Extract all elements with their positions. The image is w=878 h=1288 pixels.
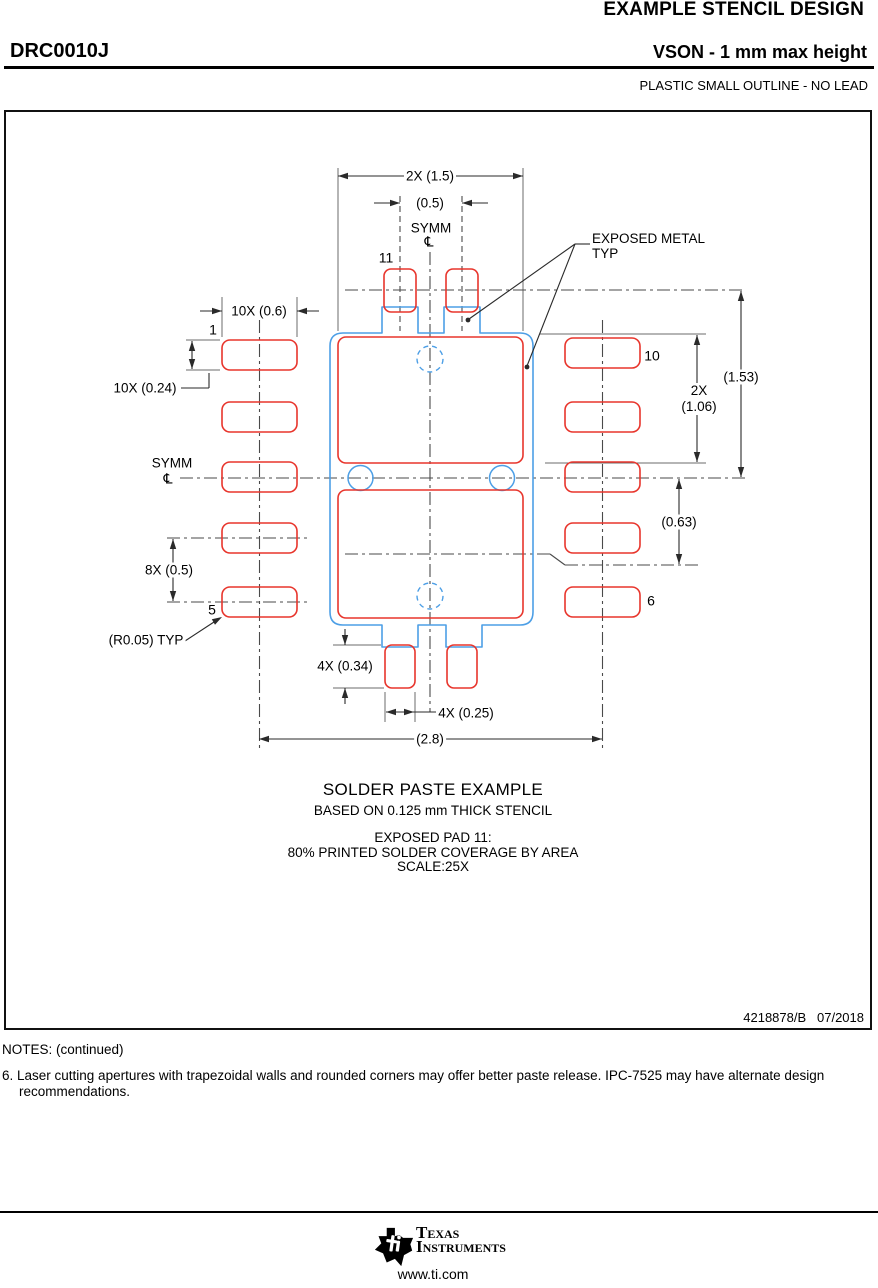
- notes-heading: NOTES: (continued): [2, 1042, 124, 1057]
- bottom-pad-apertures: [385, 645, 477, 688]
- dim-side-pad-width: 10X (0.6): [231, 303, 287, 319]
- caption-coverage: 80% PRINTED SOLDER COVERAGE BY AREA: [287, 844, 579, 860]
- symm-label-left: SYMM: [151, 455, 193, 471]
- center-lines: [167, 249, 746, 750]
- dim-063: (0.63): [661, 514, 697, 530]
- dim-2x: 2X: [690, 383, 708, 398]
- dim-side-pitch: 8X (0.5): [144, 562, 194, 578]
- top-pad-centerlines: [400, 196, 462, 331]
- note-6: 6. Laser cutting apertures with trapezoidal walls and rounded corners may offer better paste release. IPC-7525 may have alternate design recommendations.: [2, 1068, 825, 1099]
- pin-11-label: 11: [378, 249, 394, 266]
- dim-side-pad-height: 10X (0.24): [113, 380, 177, 396]
- part-number: DRC0010J: [10, 40, 109, 62]
- exposed-metal-leaders: [469, 244, 590, 366]
- dim-106: (1.06): [681, 399, 717, 414]
- caption-subtitle: BASED ON 0.125 mm THICK STENCIL: [313, 803, 553, 818]
- footer-rule: [0, 1211, 878, 1213]
- caption-exposed-pad: EXPOSED PAD 11:: [374, 830, 492, 845]
- ti-logo-instruments: Instruments: [416, 1237, 506, 1256]
- centerline-symbol-left: ℄: [163, 471, 173, 488]
- caption-scale: SCALE:25X: [396, 859, 470, 874]
- ti-website: www.ti.com: [397, 1266, 469, 1282]
- drawing-caption: [288, 780, 579, 875]
- centerline-jog: [550, 554, 565, 565]
- exposed-metal-callout: [592, 231, 705, 261]
- pin-5-label: 5: [208, 601, 216, 618]
- page-title: EXAMPLE STENCIL DESIGN: [603, 0, 864, 20]
- centerline-symbol-top: ℄: [424, 234, 434, 251]
- ti-logo-texas: Texas: [416, 1223, 460, 1242]
- caption-title: SOLDER PASTE EXAMPLE: [322, 780, 544, 799]
- symm-label-top: SYMM: [410, 220, 452, 236]
- dim-total-width: (2.8): [416, 731, 444, 747]
- leader-dots: [466, 318, 530, 370]
- exposed-metal-line2: TYP: [592, 246, 619, 261]
- ti-logo-text: [416, 1223, 506, 1256]
- document-number: 4218878/B 07/2018: [743, 1010, 864, 1025]
- pin-6-label: 6: [647, 592, 655, 609]
- dim-bottom-pad-width: 4X (0.25): [438, 705, 494, 721]
- dim-bottom-pad-height: 4X (0.34): [317, 658, 373, 674]
- exposed-metal-line1: EXPOSED METAL: [592, 231, 706, 246]
- texas-state-icon: [374, 1226, 414, 1268]
- package-type: VSON - 1 mm max height: [652, 42, 867, 62]
- dim-153: (1.53): [723, 369, 759, 385]
- package-description: PLASTIC SMALL OUTLINE - NO LEAD: [639, 78, 868, 93]
- dim-top-width: 2X (1.5): [405, 168, 455, 184]
- dim-pad-height-callout: [679, 383, 718, 415]
- package-outline: [330, 307, 533, 647]
- radius-typ-label: (R0.05) TYP: [108, 632, 184, 648]
- pin-10-label: 10: [644, 347, 660, 364]
- pin-1-label: 1: [209, 321, 217, 338]
- dim-top-pitch: (0.5): [416, 195, 444, 211]
- ti-logo: [374, 1224, 594, 1266]
